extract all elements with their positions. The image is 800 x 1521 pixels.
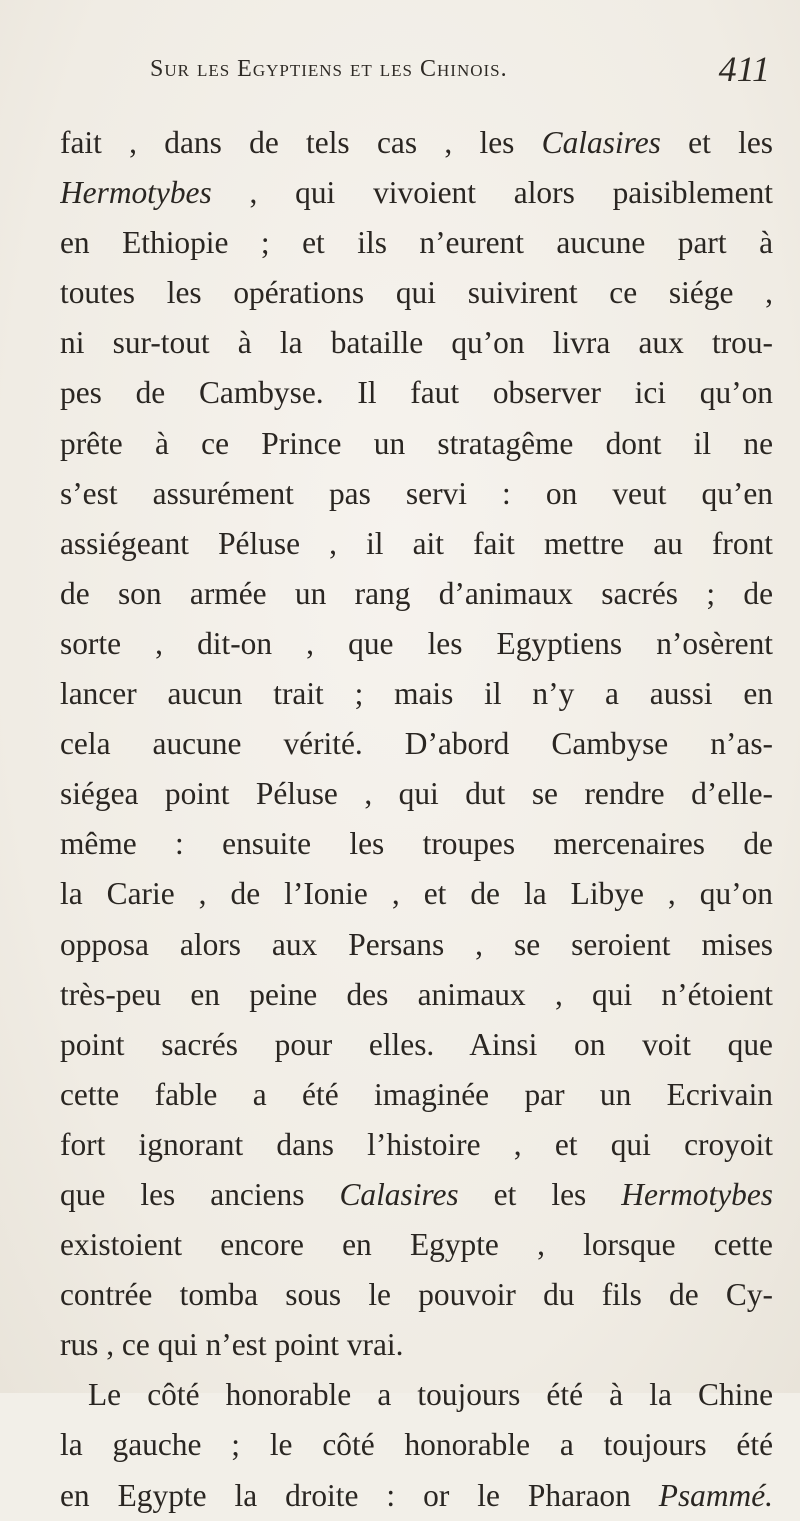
text-line: fort ignorant dans l’histoire , et qui croyoit [60, 1126, 773, 1162]
text-line: siégea point Péluse , qui dut se rendre d’elle- [60, 776, 773, 812]
text-line: Hermotybes , qui vivoient alors paisiblement [60, 175, 773, 211]
text-line: lancer aucun trait ; mais il n’y a aussi en [60, 676, 773, 712]
text-line: rus , ce qui n’est point vrai. [60, 1327, 404, 1363]
text-line: pes de Cambyse. Il faut observer ici qu’on [60, 375, 773, 411]
text-line: la gauche ; le côté honorable a toujours été [60, 1427, 773, 1463]
text-line: fait , dans de tels cas , les Calasires et les [60, 125, 773, 160]
text-line: opposa alors aux Persans , se seroient mises [60, 926, 773, 962]
text-line: s’est assurément pas servi : on veut qu’en [60, 475, 773, 511]
page-number: 411 [718, 49, 770, 89]
text-line: très-peu en peine des animaux , qui n’étoient [60, 976, 773, 1012]
running-head: Sur les Egyptiens et les Chinois. [150, 56, 508, 82]
text-line: de son armée un rang d’animaux sacrés ; de [60, 575, 773, 611]
text-line: toutes les opérations qui suivirent ce siége , [60, 275, 773, 311]
text-line: même : ensuite les troupes mercenaires de [60, 826, 773, 862]
text-line: existoient encore en Egypte , lorsque cette [60, 1227, 773, 1263]
text-line: Le côté honorable a toujours été à la Chine [88, 1377, 773, 1413]
page-header [150, 46, 770, 106]
text-line: cela aucune vérité. D’abord Cambyse n’as- [60, 726, 773, 762]
text-line: ni sur-tout à la bataille qu’on livra aux trou- [60, 325, 773, 361]
text-line: contrée tomba sous le pouvoir du fils de Cy- [60, 1277, 773, 1313]
text-line: que les anciens Calasires et les Hermotybes [60, 1176, 773, 1212]
text-line: assiégeant Péluse , il ait fait mettre au front [60, 525, 773, 561]
text-line: prête à ce Prince un stratagême dont il ne [60, 425, 773, 461]
text-line: la Carie , de l’Ionie , et de la Libye , qu’on [60, 876, 773, 912]
text-line: sorte , dit-on , que les Egyptiens n’osèrent [60, 625, 773, 661]
text-line: cette fable a été imaginée par un Ecrivain [60, 1076, 773, 1112]
body-text [60, 118, 773, 1521]
text-line: en Egypte la droite : or le Pharaon Psammé. [60, 1477, 773, 1513]
text-line: en Ethiopie ; et ils n’eurent aucune part à [60, 225, 773, 261]
text-line: point sacrés pour elles. Ainsi on voit que [60, 1026, 773, 1062]
